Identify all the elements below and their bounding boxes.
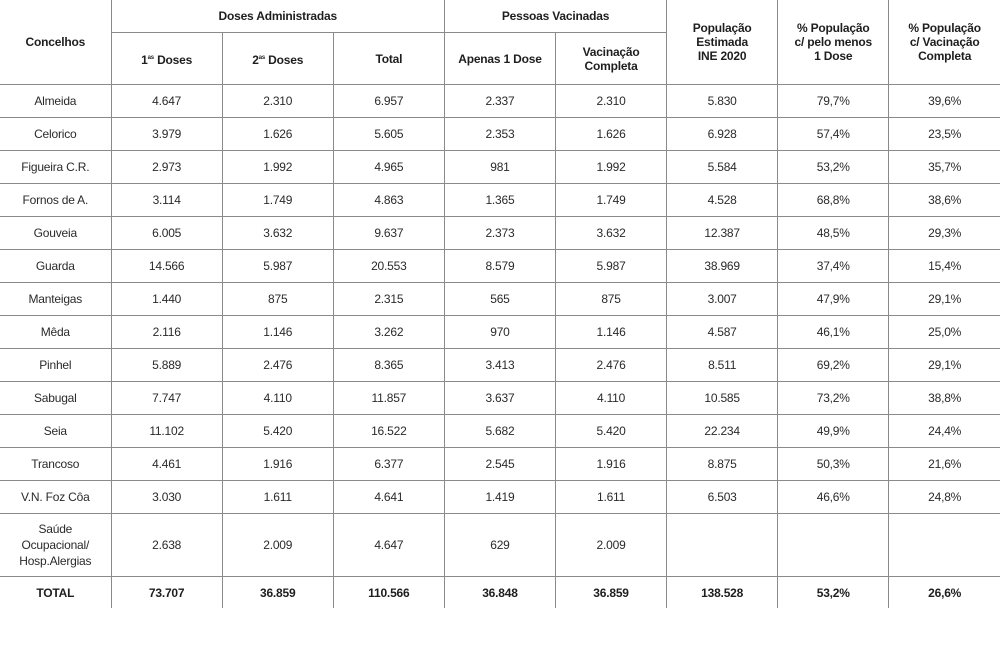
cell-completa: 1.749 <box>556 184 667 217</box>
cell-doses2: 3.632 <box>222 217 333 250</box>
cell-completa: 1.626 <box>556 118 667 151</box>
cell-doses1: 4.461 <box>111 448 222 481</box>
table-row <box>0 85 1000 118</box>
cell-total: 4.965 <box>333 151 444 184</box>
cell-pct1: 49,9% <box>778 415 889 448</box>
cell-completa: 875 <box>556 283 667 316</box>
cell-pct-completa: 25,0% <box>889 316 1000 349</box>
cell-populacao: 5.830 <box>667 85 778 118</box>
cell-pct1: 46,6% <box>778 481 889 514</box>
cell-completa: 5.420 <box>556 415 667 448</box>
cell-pct-completa: 29,1% <box>889 349 1000 382</box>
cell-doses1: 73.707 <box>111 577 222 609</box>
cell-apenas1: 1.419 <box>444 481 555 514</box>
cell-pct1: 46,1% <box>778 316 889 349</box>
header-line: % População <box>796 21 870 35</box>
cell-completa: 1.916 <box>556 448 667 481</box>
table-row <box>0 349 1000 382</box>
table-row <box>0 151 1000 184</box>
cell-populacao: 6.503 <box>667 481 778 514</box>
cell-doses2: 5.420 <box>222 415 333 448</box>
header-second-doses <box>222 33 333 85</box>
cell-doses2: 36.859 <box>222 577 333 609</box>
cell-completa: 2.009 <box>556 514 667 577</box>
cell-concelho: Fornos de A. <box>0 184 111 217</box>
cell-apenas1: 2.353 <box>444 118 555 151</box>
cell-doses2: 1.611 <box>222 481 333 514</box>
cell-doses1: 3.030 <box>111 481 222 514</box>
header-apenas-1-dose: Apenas 1 Dose <box>444 33 555 85</box>
cell-concelho: Guarda <box>0 250 111 283</box>
cell-concelho: Manteigas <box>0 283 111 316</box>
cell-doses2: 2.310 <box>222 85 333 118</box>
table-row <box>0 283 1000 316</box>
cell-populacao: 4.528 <box>667 184 778 217</box>
cell-doses2: 1.992 <box>222 151 333 184</box>
cell-total: 5.605 <box>333 118 444 151</box>
cell-pct1: 48,5% <box>778 217 889 250</box>
cell-populacao: 22.234 <box>667 415 778 448</box>
cell-pct-completa: 26,6% <box>889 577 1000 609</box>
cell-doses1: 3.979 <box>111 118 222 151</box>
cell-pct1: 47,9% <box>778 283 889 316</box>
header-line: Completa <box>584 58 638 73</box>
cell-doses1: 11.102 <box>111 415 222 448</box>
table-row-total <box>0 577 1000 609</box>
cell-populacao: 8.875 <box>667 448 778 481</box>
header-line: c/ Vacinação <box>909 35 980 49</box>
cell-concelho: Pinhel <box>0 349 111 382</box>
cell-populacao <box>667 514 778 577</box>
cell-concelho: V.N. Foz Côa <box>0 481 111 514</box>
cell-pct-completa: 21,6% <box>889 448 1000 481</box>
cell-pct-completa: 24,4% <box>889 415 1000 448</box>
cell-pct-completa: 29,3% <box>889 217 1000 250</box>
cell-populacao: 10.585 <box>667 382 778 415</box>
header-total: Total <box>333 33 444 85</box>
cell-line: Hosp.Alergias <box>19 554 92 568</box>
cell-concelho: Trancoso <box>0 448 111 481</box>
cell-doses2: 1.916 <box>222 448 333 481</box>
cell-doses1: 5.889 <box>111 349 222 382</box>
cell-populacao: 12.387 <box>667 217 778 250</box>
table-row <box>0 415 1000 448</box>
cell-total-label: TOTAL <box>0 577 111 609</box>
header-concelhos: Concelhos <box>0 0 111 85</box>
header-pct-pelo-menos-1-dose <box>778 0 889 85</box>
header-num: 1 <box>141 52 148 67</box>
cell-concelho: Almeida <box>0 85 111 118</box>
header-doses-administradas: Doses Administradas <box>111 0 444 33</box>
cell-pct1: 69,2% <box>778 349 889 382</box>
cell-pct-completa: 35,7% <box>889 151 1000 184</box>
cell-doses2: 2.476 <box>222 349 333 382</box>
table-body <box>0 85 1000 609</box>
header-num: 2 <box>252 52 259 67</box>
cell-doses2: 2.009 <box>222 514 333 577</box>
cell-pct1: 73,2% <box>778 382 889 415</box>
cell-completa: 1.146 <box>556 316 667 349</box>
cell-line: Ocupacional/ <box>21 538 90 552</box>
cell-populacao: 6.928 <box>667 118 778 151</box>
cell-completa: 36.859 <box>556 577 667 609</box>
cell-line: Saúde <box>38 522 73 536</box>
table-row <box>0 481 1000 514</box>
cell-apenas1: 981 <box>444 151 555 184</box>
cell-populacao: 4.587 <box>667 316 778 349</box>
cell-apenas1: 565 <box>444 283 555 316</box>
cell-pct-completa: 38,6% <box>889 184 1000 217</box>
cell-doses1: 2.116 <box>111 316 222 349</box>
cell-apenas1: 1.365 <box>444 184 555 217</box>
cell-apenas1: 2.337 <box>444 85 555 118</box>
cell-pct-completa: 15,4% <box>889 250 1000 283</box>
cell-concelho <box>0 514 111 577</box>
cell-completa: 2.310 <box>556 85 667 118</box>
cell-pct-completa: 24,8% <box>889 481 1000 514</box>
cell-completa: 1.611 <box>556 481 667 514</box>
cell-apenas1: 5.682 <box>444 415 555 448</box>
header-pessoas-vacinadas: Pessoas Vacinadas <box>444 0 666 33</box>
header-populacao-estimada <box>667 0 778 85</box>
cell-pct-completa: 29,1% <box>889 283 1000 316</box>
cell-total: 4.647 <box>333 514 444 577</box>
table-row <box>0 448 1000 481</box>
header-vacinacao-completa <box>556 33 667 85</box>
header-line: 1 Dose <box>814 49 853 63</box>
cell-pct1: 57,4% <box>778 118 889 151</box>
cell-pct1: 37,4% <box>778 250 889 283</box>
cell-completa: 3.632 <box>556 217 667 250</box>
cell-apenas1: 8.579 <box>444 250 555 283</box>
cell-doses1: 2.973 <box>111 151 222 184</box>
cell-apenas1: 2.373 <box>444 217 555 250</box>
cell-apenas1: 36.848 <box>444 577 555 609</box>
cell-apenas1: 970 <box>444 316 555 349</box>
cell-total: 6.377 <box>333 448 444 481</box>
cell-concelho: Mêda <box>0 316 111 349</box>
cell-total: 110.566 <box>333 577 444 609</box>
cell-total: 8.365 <box>333 349 444 382</box>
cell-total: 4.863 <box>333 184 444 217</box>
cell-pct-completa: 38,8% <box>889 382 1000 415</box>
cell-doses2: 875 <box>222 283 333 316</box>
cell-concelho: Gouveia <box>0 217 111 250</box>
cell-populacao: 3.007 <box>667 283 778 316</box>
cell-pct1: 68,8% <box>778 184 889 217</box>
cell-doses2: 1.146 <box>222 316 333 349</box>
cell-total: 3.262 <box>333 316 444 349</box>
cell-apenas1: 3.637 <box>444 382 555 415</box>
header-line: INE 2020 <box>697 49 747 63</box>
cell-pct1: 53,2% <box>778 577 889 609</box>
cell-completa: 1.992 <box>556 151 667 184</box>
cell-concelho: Celorico <box>0 118 111 151</box>
cell-doses1: 1.440 <box>111 283 222 316</box>
table-header <box>0 0 1000 85</box>
table-row <box>0 118 1000 151</box>
table-row <box>0 382 1000 415</box>
table-row <box>0 250 1000 283</box>
cell-apenas1: 2.545 <box>444 448 555 481</box>
cell-concelho: Sabugal <box>0 382 111 415</box>
cell-concelho: Seia <box>0 415 111 448</box>
cell-doses1: 2.638 <box>111 514 222 577</box>
header-line: População <box>692 21 752 35</box>
header-line: Vacinação <box>582 44 640 59</box>
cell-completa: 2.476 <box>556 349 667 382</box>
header-label: Doses <box>153 52 193 67</box>
cell-doses1: 7.747 <box>111 382 222 415</box>
cell-populacao: 8.511 <box>667 349 778 382</box>
cell-apenas1: 629 <box>444 514 555 577</box>
header-line: Completa <box>918 49 972 63</box>
cell-pct1: 79,7% <box>778 85 889 118</box>
cell-total: 6.957 <box>333 85 444 118</box>
cell-doses1: 14.566 <box>111 250 222 283</box>
cell-pct1: 53,2% <box>778 151 889 184</box>
cell-populacao: 138.528 <box>667 577 778 609</box>
cell-populacao: 38.969 <box>667 250 778 283</box>
cell-doses2: 5.987 <box>222 250 333 283</box>
cell-total: 4.641 <box>333 481 444 514</box>
cell-populacao: 5.584 <box>667 151 778 184</box>
header-label: Doses <box>265 52 304 67</box>
header-sup: as <box>258 54 266 61</box>
cell-completa: 4.110 <box>556 382 667 415</box>
header-line: % População <box>908 21 981 35</box>
cell-apenas1: 3.413 <box>444 349 555 382</box>
cell-doses2: 4.110 <box>222 382 333 415</box>
cell-concelho: Figueira C.R. <box>0 151 111 184</box>
table-row <box>0 217 1000 250</box>
cell-pct-completa: 23,5% <box>889 118 1000 151</box>
cell-pct-completa: 39,6% <box>889 85 1000 118</box>
cell-pct-completa <box>889 514 1000 577</box>
cell-doses2: 1.626 <box>222 118 333 151</box>
cell-doses1: 4.647 <box>111 85 222 118</box>
table-row <box>0 316 1000 349</box>
cell-completa: 5.987 <box>556 250 667 283</box>
cell-doses2: 1.749 <box>222 184 333 217</box>
cell-total: 9.637 <box>333 217 444 250</box>
header-line: Estimada <box>696 35 749 49</box>
cell-doses1: 3.114 <box>111 184 222 217</box>
table-row <box>0 184 1000 217</box>
header-sup: as <box>147 54 154 61</box>
cell-total: 2.315 <box>333 283 444 316</box>
cell-doses1: 6.005 <box>111 217 222 250</box>
header-first-doses <box>111 33 222 85</box>
header-pct-vacinacao-completa <box>889 0 1000 85</box>
cell-total: 11.857 <box>333 382 444 415</box>
header-line: c/ pelo menos <box>794 35 872 49</box>
cell-total: 16.522 <box>333 415 444 448</box>
cell-total: 20.553 <box>333 250 444 283</box>
cell-pct1: 50,3% <box>778 448 889 481</box>
table-row-saude-ocupacional <box>0 514 1000 577</box>
cell-pct1 <box>778 514 889 577</box>
